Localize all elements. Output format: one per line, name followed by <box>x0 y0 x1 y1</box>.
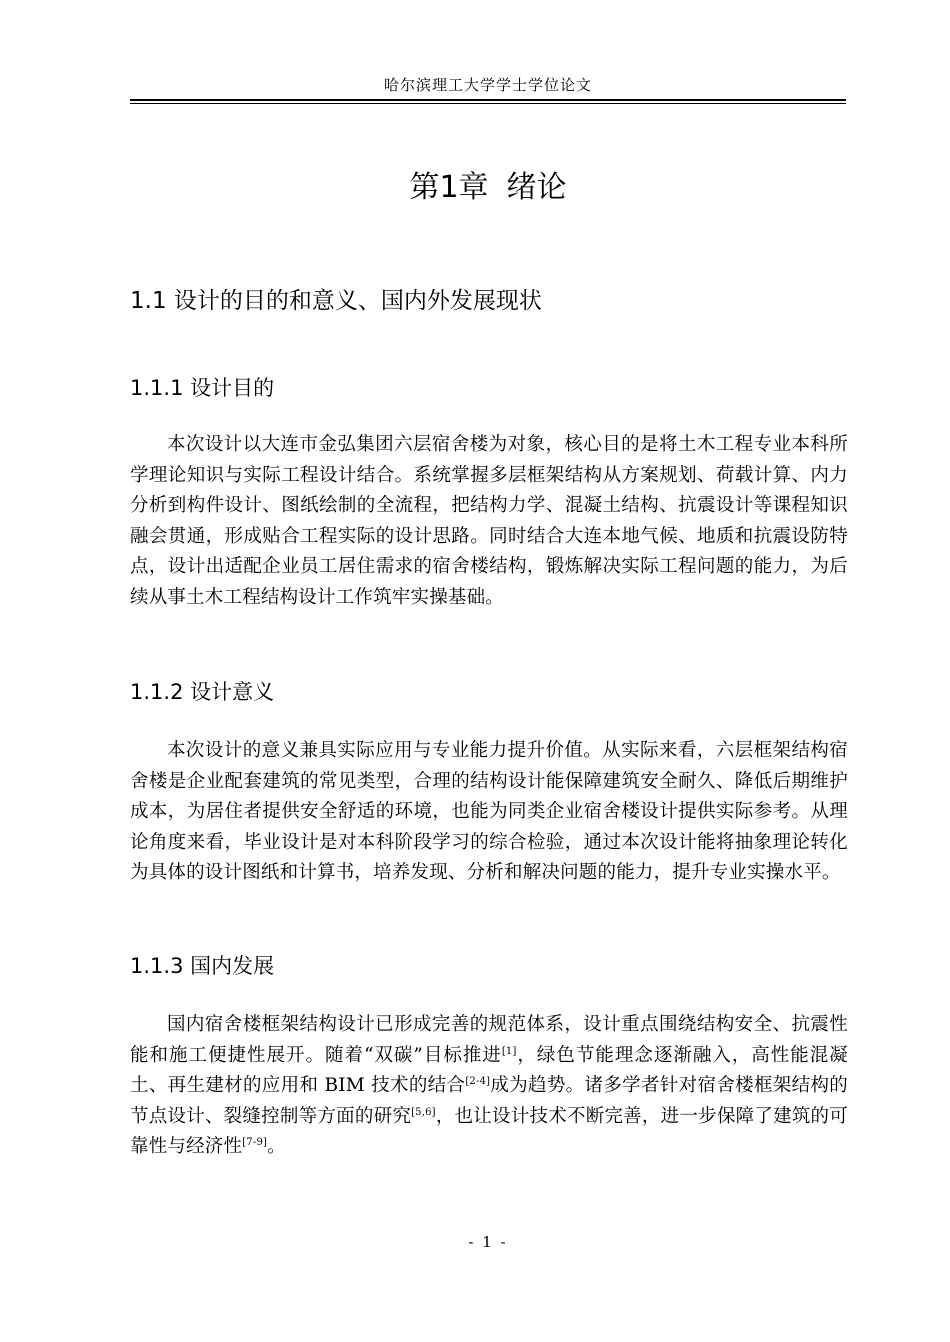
citation: [2-4] <box>465 1075 491 1087</box>
chapter-heading <box>0 162 950 206</box>
citation: [1] <box>501 1045 517 1057</box>
text-run: 成为趋势。诸多学者针对宿舍楼框架结构的节点设计、裂缝控制等方面的研究 <box>130 1075 849 1127</box>
paragraph-purpose: 本次设计以大连市金弘集团六层宿舍楼为对象，核心目的是将土木工程专业本科所学理论知识与实际工程设计结合。系统掌握多层框架结构从方案规划、荷载计算、内力分析到构件设计、图纸绘制的全流程，把结构力学、混凝土结构、抗震设计等课程知识融会贯通，形成贴合工程实际的设计思路。同时结合大连本地气候、地质和抗震设防特点，设计出适配企业员工居住需求的宿舍楼结构，锻炼解决实际工程问题的能力，为后续从事土木工程结构设计工作筑牢实操基础。 <box>130 434 848 608</box>
header-rule-thin <box>130 103 846 104</box>
chapter-title: 绪论 <box>506 170 567 205</box>
subsection-heading-purpose: 1.1.1 设计目的 <box>130 376 275 400</box>
citation: [7-9] <box>242 1136 268 1148</box>
citation: [5,6] <box>411 1106 436 1118</box>
text-run: 国内宿舍楼框架结构设计已形成完善的规范体系，设计重点围绕结构安全、抗震性能和施工便捷性展开。随着“双碳”目标推进 <box>130 1014 848 1066</box>
section-heading: 1.1 设计的目的和意义、国内外发展现状 <box>130 288 542 314</box>
subsection-heading-significance: 1.1.2 设计意义 <box>130 680 275 704</box>
text-run: ，也让设计技术不断完善，进一步保障了建筑的可靠性与经济性 <box>130 1105 848 1157</box>
page-header: 哈尔滨理工大学学士学位论文 <box>383 76 592 94</box>
page-number: - 1 - <box>468 1233 508 1251</box>
header-rule-thick <box>130 99 846 101</box>
text-run: ，绿色节能理念逐渐融入，高性能混凝土、再生建材的应用和 BIM 技术的结合 <box>130 1044 848 1096</box>
paragraph-significance: 本次设计的意义兼具实际应用与专业能力提升价值。从实际来看，六层框架结构宿舍楼是企业配套建筑的常见类型，合理的结构设计能保障建筑安全耐久、降低后期维护成本，为居住者提供安全舒适的环境，也能为同类企业宿舍楼设计提供实际参考。从理论角度来看，毕业设计是对本科阶段学习的综合检验，通过本次设计能将抽象理论转化为具体的设计图纸和计算书，培养发现、分析和解决问题的能力，提升专业实操水平。 <box>130 740 848 883</box>
text-run: 。 <box>267 1136 286 1157</box>
subsection-heading-domestic: 1.1.3 国内发展 <box>130 954 275 978</box>
paragraph-domestic <box>130 1010 848 1163</box>
chapter-number: 第1章 <box>409 170 489 205</box>
